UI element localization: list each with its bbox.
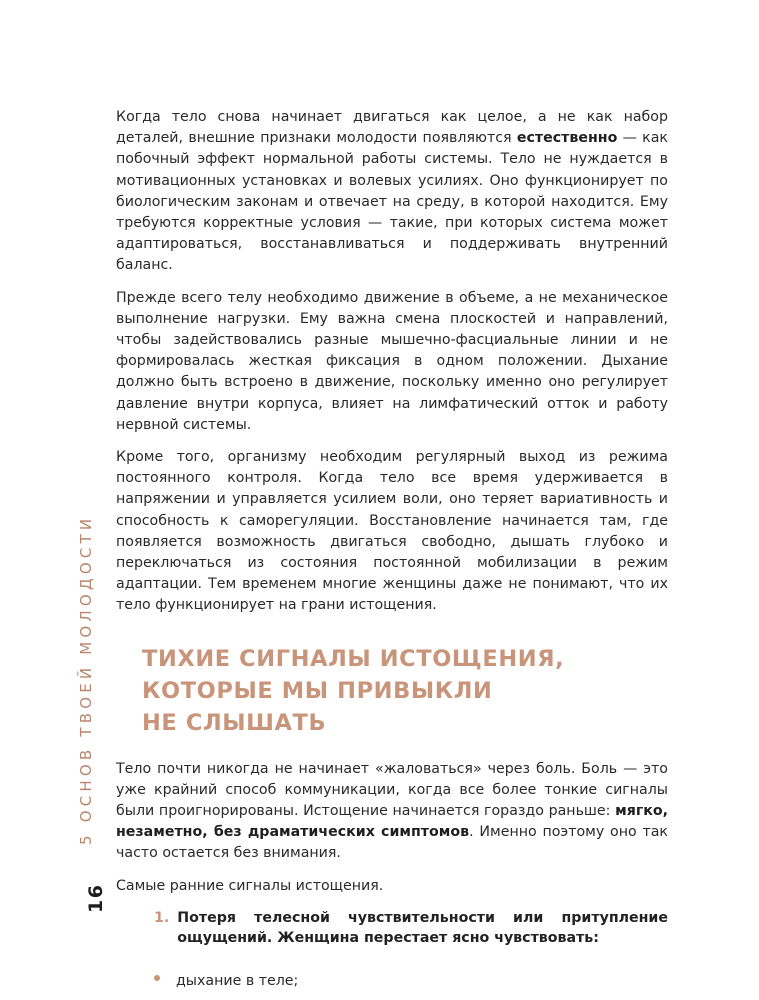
side-margin — [52, 495, 107, 915]
numbered-item-1-number: 1. — [154, 909, 170, 926]
bullet-dot-icon — [154, 975, 160, 981]
paragraph-4 — [116, 759, 668, 865]
paragraph-3: Кроме того, организму необходим регулярный выход из режима постоянного контроля. Когда тело все время удерживается в напряжении и управляется усилием воли, оно теряет вариативность и способность к саморегуляции. Восстановление начинается там, где появляется возможность двигаться свободно, дышать глубоко и переключаться из состояния постоянной мобилизации в режим адаптации. Тем временем многие женщины даже не понимают, что их тело функционирует на грани истощения. — [116, 449, 668, 614]
page-number: 16 — [85, 883, 107, 913]
numbered-item-1 — [154, 908, 668, 949]
section-heading — [142, 643, 668, 739]
main-content — [116, 107, 668, 991]
heading-line-2: КОТОРЫЕ МЫ ПРИВЫКЛИ — [142, 677, 493, 704]
paragraph-2: Прежде всего телу необходимо движение в объеме, а не механическое выполнение нагрузки. Ему важна смена плоскостей и направлений, чтобы задействовались разные мышечно-фасциальные линии и не формировалась жесткая фиксация в одном положении. Дыхание должно быть встроено в движение, поскольку именно оно регулирует давление внутри корпуса, влияет на лимфатический отток и работу нервной системы. — [116, 289, 668, 433]
paragraph-5: Самые ранние сигналы истощения. — [116, 877, 384, 894]
bullet-item-1 — [154, 971, 668, 991]
paragraph-1-start: Когда тело снова начинает двигаться как целое, а не как набор деталей, внешние признаки молодости появляются — [116, 109, 668, 147]
paragraph-4-bold: мягко, незаметно, без драматических симптомов — [116, 803, 668, 841]
paragraph-1-end: — как побочный эффект нормальной работы системы. Тело не нуждается в мотивационных установках и волевых усилиях. Оно функционирует по биологическим законам и отвечает на среду, в которой находится. Ему требуются корректные условия — такие, при которых система может адаптироваться, восстанавливаться и поддерживать внутренний баланс. — [116, 130, 668, 274]
paragraph-1-bold: естественно — [516, 130, 618, 147]
heading-line-1: ТИХИЕ СИГНАЛЫ ИСТОЩЕНИЯ, — [142, 645, 565, 672]
numbered-item-1-text: Потеря телесной чувствительности или притупление ощущений. Женщина перестает ясно чувствовать: — [177, 909, 668, 947]
running-title: 5 ОСНОВ ТВОЕЙ МОЛОДОСТИ — [77, 514, 95, 845]
heading-line-3: НЕ СЛЫШАТЬ — [142, 709, 327, 736]
paragraph-4-start: Тело почти никогда не начинает «жаловаться» через боль. Боль — это уже крайний способ коммуникации, когда все более тонкие сигналы были проигнорированы. Истощение начинается гораздо раньше: — [116, 760, 668, 820]
bullet-item-1-text: дыхание в теле; — [176, 972, 299, 989]
paragraph-1 — [116, 107, 668, 277]
paragraph-4-end: . Именно поэтому оно так часто остается без внимания. — [116, 824, 668, 862]
